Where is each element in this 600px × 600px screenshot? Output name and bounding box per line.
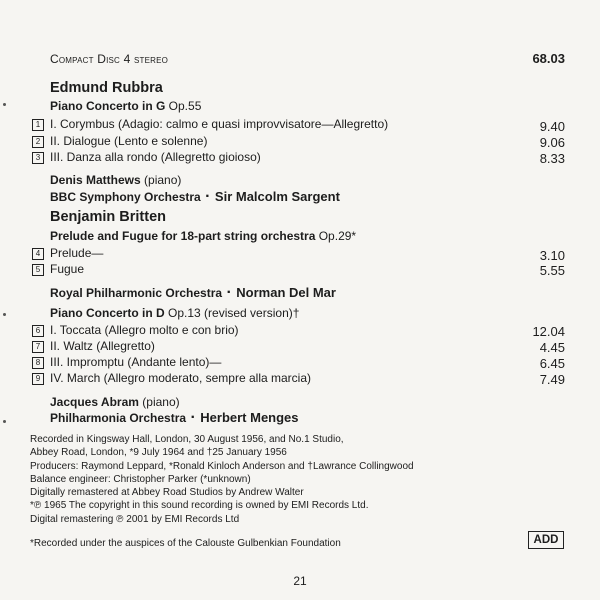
track-row: [32, 323, 239, 337]
performers-britten-2: [50, 409, 299, 427]
track-title: I. Corymbus (Adagio: calmo e quasi improvvisatore—Allegretto): [50, 117, 389, 131]
track-time: 8.33: [539, 151, 565, 166]
track-time: 9.40: [539, 119, 565, 134]
note-line: *℗ 1965 The copyright in this sound recording is owned by EMI Records Ltd.: [30, 500, 369, 512]
page-number: 21: [293, 574, 307, 588]
track-number: 6: [32, 325, 44, 337]
orchestra-name: Philharmonia Orchestra: [50, 411, 187, 425]
track-row: [32, 150, 261, 164]
separator: ·: [222, 284, 237, 301]
track-time: 6.45: [539, 356, 565, 371]
work-britten-1: [50, 229, 356, 243]
conductor-name: Herbert Menges: [200, 410, 299, 425]
separator: ·: [186, 409, 201, 426]
note-line: Recorded in Kingsway Hall, London, 30 August 1956, and No.1 Studio,: [30, 434, 344, 445]
soloist-role: (piano): [140, 173, 182, 187]
track-time: 5.55: [539, 263, 565, 278]
track-number: 4: [32, 248, 44, 260]
work-opus: Op.13 (revised version)†: [164, 306, 300, 320]
performers-britten-1: [50, 284, 336, 302]
track-row: [32, 355, 221, 369]
track-row: [32, 371, 311, 385]
track-time: 9.06: [539, 135, 565, 150]
scan-mark: [3, 103, 6, 106]
performers-rubbra: [50, 188, 340, 206]
track-number: 1: [32, 119, 44, 131]
orchestra-name: Royal Philharmonic Orchestra: [50, 286, 223, 300]
composer-rubbra: Edmund Rubbra: [50, 80, 163, 96]
track-time: 7.49: [539, 372, 565, 387]
track-title: II. Dialogue (Lento e solenne): [50, 134, 208, 148]
track-number: 3: [32, 152, 44, 164]
track-row: [32, 134, 207, 148]
note-line: Digitally remastered at Abbey Road Studios by Andrew Walter: [30, 487, 304, 499]
disc-label: Compact Disc 4 stereo: [50, 52, 169, 66]
conductor-name: Sir Malcolm Sargent: [214, 189, 340, 204]
scan-mark: [3, 313, 6, 316]
work-title: Prelude and Fugue for 18-part string orchestra: [50, 229, 316, 243]
track-row: [32, 117, 388, 131]
track-number: 7: [32, 341, 44, 353]
recording-notes: [30, 433, 414, 526]
track-time: 3.10: [539, 248, 565, 263]
track-title: III. Impromptu (Andante lento)—: [50, 355, 222, 369]
work-title: Piano Concerto in G: [50, 99, 166, 113]
note-line: Balance engineer: Christopher Parker (*unknown): [30, 473, 251, 485]
footnote: *Recorded under the auspices of the Calouste Gulbenkian Foundation: [30, 538, 341, 549]
soloist-role: (piano): [138, 395, 180, 409]
soloist-britten: [50, 395, 180, 409]
track-number: 5: [32, 264, 44, 276]
soloist-name: Denis Matthews: [50, 173, 141, 187]
note-line: Producers: Raymond Leppard, *Ronald Kinloch Anderson and †Lawrance Collingwood: [30, 460, 414, 472]
work-rubbra: [50, 99, 201, 113]
track-title: Fugue: [50, 262, 85, 276]
track-row: [32, 262, 84, 276]
track-time: 4.45: [539, 340, 565, 355]
work-britten-2: [50, 306, 299, 320]
work-opus: Op.55: [165, 99, 202, 113]
track-row: [32, 339, 155, 353]
track-number: 8: [32, 357, 44, 369]
track-time: 12.04: [532, 324, 565, 339]
note-line: Abbey Road, London, *9 July 1964 and †25 January 1956: [30, 447, 287, 459]
soloist-name: Jacques Abram: [50, 395, 139, 409]
track-title: Prelude—: [50, 246, 104, 260]
add-badge: ADD: [528, 531, 564, 549]
track-number: 9: [32, 373, 44, 385]
track-title: III. Danza alla rondo (Allegretto gioioso): [50, 150, 261, 164]
work-opus: Op.29*: [315, 229, 357, 243]
orchestra-name: BBC Symphony Orchestra: [50, 190, 201, 204]
separator: ·: [200, 188, 215, 205]
soloist-rubbra: [50, 173, 181, 187]
work-title: Piano Concerto in D: [50, 306, 165, 320]
track-number: 2: [32, 136, 44, 148]
track-title: I. Toccata (Allegro molto e con brio): [50, 323, 239, 337]
disc-total-time: 68.03: [532, 51, 565, 66]
scan-mark: [3, 420, 6, 423]
conductor-name: Norman Del Mar: [236, 285, 336, 300]
composer-britten: Benjamin Britten: [50, 209, 167, 225]
note-line: Digital remastering ℗ 2001 by EMI Records Ltd: [30, 513, 240, 525]
track-title: IV. March (Allegro moderato, sempre alla marcia): [50, 371, 311, 385]
track-title: II. Waltz (Allegretto): [50, 339, 155, 353]
track-row: [32, 246, 103, 260]
